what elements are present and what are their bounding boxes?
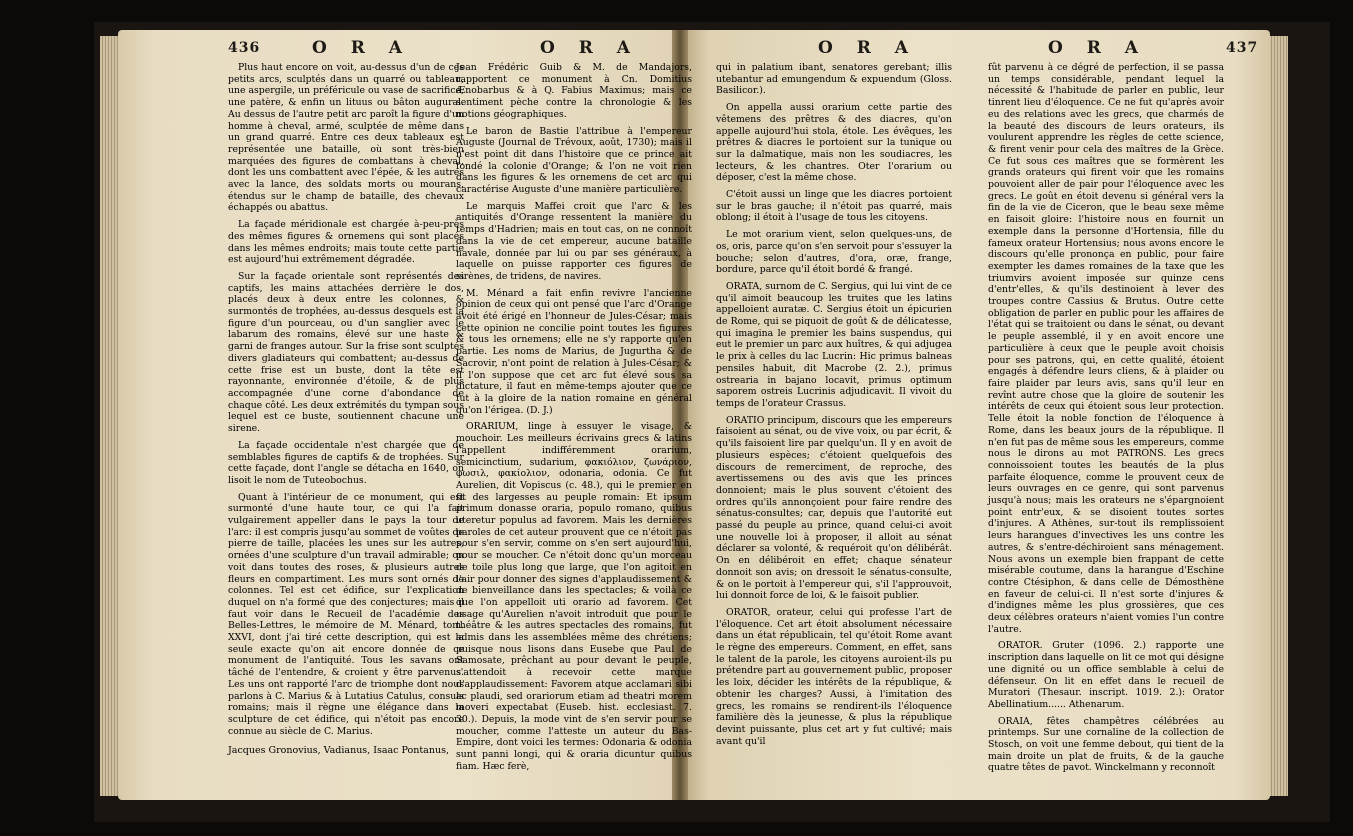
paragraph: C'étoit aussi un linge que les diacres portoient sur le bras gauche; il n'étoit pas quarré, mais oblong; il étoit à l'usage de tous les citoyens. [716, 189, 952, 224]
right-column-2 [988, 62, 1224, 774]
paragraph: Le baron de Bastie l'attribue à l'empereur Auguste (Journal de Trévoux, août, 1730); mais il n'est point dit dans l'histoire que ce prince ait fondé la colonie d'Orange; & l'on ne voit rien dans les figures & les ornemens de cet arc qui caractérise Auguste d'une manière particulière. [456, 125, 692, 196]
paragraph: ORATA, surnom de C. Sergius, qui lui vint de ce qu'il aimoit beaucoup les truites que les latins appelloient auratæ. C. Sergius étoit un épicurien de Rome, qui se piquoit de goût & de délicatesse, qui imagina le premier les bains suspendus, qui eut le premier un parc aux huîtres, & qui adjugea le prix à celles du lac Lucrin: Hic primus balneas pensiles habuit, dit Macrobe (2. 2.), primus ostrearia in bajano locavit, primus optimum saporem ostreis Lucrinis adjudicavit. Il vivoit du temps de l'orateur Crassus. [716, 280, 952, 409]
citation-line: Jacques Gronovius, Vadianus, Isaac Pontanus, [228, 745, 449, 757]
paragraph: fût parvenu à ce dégré de perfection, il se passa un temps considérable, pendant lequel la nécessité & l'habitude de parler en public, leur tinrent lieu d'éloquence. Ce ne fut qu'après avoir eu des relations avec les grecs, que charmés de la beauté des discours de leurs orateurs, ils voulurent apprendre les règles de cette science, & firent venir pour cela des maîtres de la Grèce. Ce fut sous ces maîtres que se formèrent les grands orateurs qui firent voir que les romains pouvoient aller de pair pour l'éloquence avec les grecs. Le goût en étoit devenu si général vers la fin de la vie de Ciceron, que le beau sexe même en faisoit gloire: l'histoire nous en fournit un exemple dans la personne d'Hortensia, fille du fameux orateur Hortensius; nous avons encore le discours qu'elle prononça en public, pour faire exempter les dames romaines de la taxe que les triumvirs avoient imposée sur quinze cens d'entr'elles, & qu'ils destinoient à lever des troupes contre Cassius & Brutus. Outre cette obligation de parler en public pour les affaires de l'état qui se traitoient ou dans le sénat, ou devant le peuple assemblé, il y en avoit encore une particulière à ceux que le peuple avoit choisis pour ses patrons, qui, en cette qualité, étoient engagés à défendre leurs cliens, & à plaider ou faire plaider par leurs avis, sans qu'il leur en revînt autre chose que la gloire de soutenir les intérêts de ceux qui étoient sous leur protection. Telle étoit la noble fonction de l'éloquence à Rome, dans les beaux jours de la république. Il n'en fut pas de même sous les empereurs, comme nous le dirons au mot PATRONS. Les grecs connoissoient toutes les beautés de la plus parfaite éloquence, comme le prouvent ceux de leurs ouvrages en ce genre, qui sont parvenus jusqu'à nous; mais les orateurs ne s'épargnoient point entr'eux, & se disoient toutes sortes d'injures. A Athènes, sur-tout ils remplissoient leurs harangues d'invectives les uns contre les autres, & s'entre-déchiroient sans ménagement. Nous avons un exemple bien frappant de cette misérable coutume, dans la harangue d'Eschine contre Ctésiphon, & dans celle de Démosthène en faveur de celui-ci. Il n'est sorte d'injures & d'indignes même les plus grossières, que ces deux célèbres orateurs n'aient vomies l'un contre l'autre. [988, 62, 1224, 635]
right-column-1 [716, 62, 952, 762]
paragraph: qui in palatium ibant, senatores gerebant; illis utebantur ad emungendum & expuendum (Gloss. Basilicor.). [716, 62, 952, 97]
paragraph: Plus haut encore on voit, au-dessus d'un de ces petits arcs, sculptés dans un quarré ou tableau, une aspergile, un préféricule ou vase de sacrifice, une patère, & enfin un lituus ou bâton augural. Au dessus de l'autre petit arc paroît la figure d'un homme à cheval, armé, sculptée de même dans un grand quarré. Entre ces deux tableaux est représentée une bataille, où sont très-bien marquées des figures de combattans à cheval, dont les uns combattent avec l'épée, & les autres avec la lance, des soldats morts ou mourans, étendus sur le champ de bataille, des chevaux échappés ou abattus. [228, 62, 464, 214]
left-column-2 [456, 62, 692, 772]
paragraph: La façade occidentale n'est chargée que de semblables figures de captifs & de trophées. Sur cette façade, dont l'angle se détacha en 1640, on lisoit le nom de Tuteobochus. [228, 439, 464, 486]
right-page-edges [1268, 36, 1288, 796]
left-page-number: 436 [228, 40, 261, 56]
paragraph: ORATOR, orateur, celui qui professe l'art de l'éloquence. Cet art étoit absolument nécessaire dans un état républicain, tel qu'étoit Rome avant le règne des empereurs. Comment, en effet, sans le talent de la parole, les citoyens auroient-ils pu prétendre part au gouvernement public, proposer les loix, décider les intérêts de la république, & obtenir les charges? Aussi, à l'imitation des grecs, les romains se rendirent-ils l'éloquence familière dès la jeunesse, & plus la république devint puissante, plus cet art y fut cultivé; mais avant qu'il [716, 606, 952, 747]
right-running-head-2: O R A [1048, 38, 1147, 58]
paragraph: M. Ménard a fait enfin revivre l'ancienne opinion de ceux qui ont pensé que l'arc d'Orange avoit été érigé en l'honneur de Jules-César; mais cette opinion ne concilie point toutes les figures & tous les ornemens; elle ne s'y rapporte qu'en partie. Les noms de Marius, de Jugurtha & de Sacrovir, n'ont point de relation à Jules-César; & il l'on suppose que cet arc fut élevé sous sa dictature, il faut en même-temps ajouter que ce fut à la gloire de la nation romaine en général qu'on l'érigea. (D. J.) [456, 287, 692, 416]
paragraph: Sur la façade orientale sont représentés des captifs, les mains attachées derrière le dos, placés deux à deux entre les colonnes, & surmontés de trophées, au-dessus desquels est la figure d'un pourceau, ou d'un sanglier avec le labarum des romains, élevé sur une haste & garni de franges autour. Sur la frise sont sculptés divers gladiateurs qui combattent; au-dessus de cette frise est un buste, dont la tête est rayonnante, environnée d'étoile, & de plus accompagnée d'une corne d'abondance de chaque côté. Les deux extrémités du tympan sous lequel est ce buste, soutiennent chacune une sirene. [228, 270, 464, 435]
paragraph: Le mot orarium vient, selon quelques-uns, de os, oris, parce qu'on s'en servoit pour s'essuyer la bouche; selon d'autres, d'ora, oræ, frange, bordure, parce qu'il étoit bordé & frangé. [716, 229, 952, 276]
right-running-head-1: O R A [818, 38, 917, 58]
left-column-1 [228, 62, 464, 762]
paragraph: Quant à l'intérieur de ce monument, qui est surmonté d'une haute tour, ce qui l'a fait vulgairement appeller dans le pays la tour de l'arc: il est compris jusqu'au sommet de voûtes de pierre de taille, placées les unes sur les autres, ornées d'une sculpture d'un travail admirable; on voit dans toutes des roses, & plusieurs autres fleurs en compartiment. Les murs sont ornés de colonnes. Tel est cet édifice, sur l'explication duquel on n'a formé que des conjectures; mais il faut voir dans le Recueil de l'académie des Belles-Lettres, le mémoire de M. Ménard, tom. XXVI, dont j'ai tiré cette description, qui est la seule exacte qu'on ait encore donnée de ce monument de l'antiquité. Tous les savans ont tâché de l'entendre, & croient y être parvenus. Les uns ont rapporté l'arc de triomphe dont nous parlons à C. Marius & à Lutatius Catulus, consuls romains; mais il règne une élégance dans la sculpture de cet édifice, qui n'étoit pas encore connue au siècle de C. Marius. [228, 491, 464, 737]
left-running-head-2: O R A [540, 38, 639, 58]
paragraph: Jean Frédéric Guib & M. de Mandajors, rapportent ce monument à Cn. Domitius Ænobarbus & à Q. Fabius Maximus; mais ce sentiment pèche contre la chronologie & les notions géographiques. [456, 62, 692, 120]
left-page-edges [100, 36, 120, 796]
left-running-head-1: O R A [312, 38, 411, 58]
paragraph: On appella aussi orarium cette partie des vêtemens des prêtres & des diacres, qu'on appelle aujourd'hui stola, étole. Les évêques, les prêtres & diacres le portoient sur la tunique ou sur la dalmatique, mais non les soudiacres, les lecteurs, & les chantres. Oter l'orarium ou déposer, c'est la même chose. [716, 102, 952, 184]
paragraph: ORATIO principum, discours que les empereurs faisoient au sénat, ou de vive voix, ou par écrit, & qu'ils faisoient lire par quelqu'un. Il y en avoit de plusieurs espèces; c'étoient quelquefois des discours de remerciment, de reproche, des avertissemens ou des avis que les princes donnoient; mais le plus souvent c'étoient des ordres qu'ils annonçoient pour faire rendre des sénatus-consultes; car, depuis que l'autorité eut passé du peuple au prince, quand celui-ci avoit une nouvelle loi à proposer, il alloit au sénat déclarer sa volonté, & requéroit qu'on délibérât. On en délibéroit en effet; chaque sénateur donnoit son avis; on dressoit le sénatus-consulte, & on le portoit à l'empereur qui, s'il l'approuvoit, lui donnoit force de loi, & le faisoit publier. [716, 414, 952, 602]
paragraph: Le marquis Maffei croit que l'arc & les antiquités d'Orange ressentent la manière du temps d'Hadrien; mais en tout cas, on ne connoît dans la vie de cet empereur, aucune bataille navale, donnée par lui ou par ses généraux, à laquelle on puisse rapporter ces figures de sirènes, de tridens, de navires. [456, 200, 692, 282]
paragraph: ORARIUM, linge à essuyer le visage, & mouchoir. Les meilleurs écrivains grecs & latins l'appellent indifféremment orarium, semicinctium, sudarium, φακιόλιον, ζωνάριον, φωσιλ, φακίολιον, odonaria, odonia. Ce fut Aurelien, dit Vopiscus (c. 48.), qui le premier en fit des largesses au peuple romain: Et ipsum primum donasse oraria, populo romano, quibus uteretur populus ad favorem. Mais les dernières paroles de cet auteur prouvent que ce n'étoit pas pour s'en servir, comme on s'en sert aujourd'hui, pour se moucher. Ce n'étoit donc qu'un morceau de toile plus long que large, que l'on agitoit en l'air pour donner des signes d'applaudissement & de bienveillance dans les spectacles; & voilà ce que l'on appelloit uti orario ad favorem. Cet usage qu'Aurelien n'avoit introduit que pour le théâtre & les autres spectacles des romains, fut admis dans les assemblées même des chrétiens; puisque nous lisons dans Eusebe que Paul de Samosate, prêchant au pour devant le peuple, s'attendoit à recevoir cette marque d'applaudissement: Favorem atque acclamari sibi ac plaudi, sed orariorum etiam ad theatri morem moveri expectabat (Euseb. hist. ecclesiast. 7. 30.). Depuis, la mode vint de s'en servir pour se moucher, comme l'atteste un auteur du Bas-Empire, dont voici les termes: Odonaria & odonia sunt panni longi, qui & oraria dicuntur quibus fiam. Hæc ferè, [456, 421, 692, 772]
right-page-number: 437 [1226, 40, 1259, 56]
paragraph: La façade méridionale est chargée à-peu-près des mêmes figures & ornemens qui sont placés dans les mêmes endroits; mais toute cette partie est aujourd'hui extrêmement dégradée. [228, 219, 464, 266]
paragraph: ORATOR. Gruter (1096. 2.) rapporte une inscription dans laquelle on lit ce mot qui désigne une dignité ou un office semblable à celui de défenseur. On lit en effet dans le recueil de Muratori (Thesaur. inscript. 1019. 2.): Orator Abellinatium...... Athenarum. [988, 640, 1224, 710]
paragraph: ORAIA, fêtes champêtres célébrées au printemps. Sur une cornaline de la collection de Stosch, on voit une femme debout, qui tient de la main droite un plat de fruits, & de la gauche quatre têtes de pavot. Winckelmann y reconnoît [988, 715, 1224, 774]
